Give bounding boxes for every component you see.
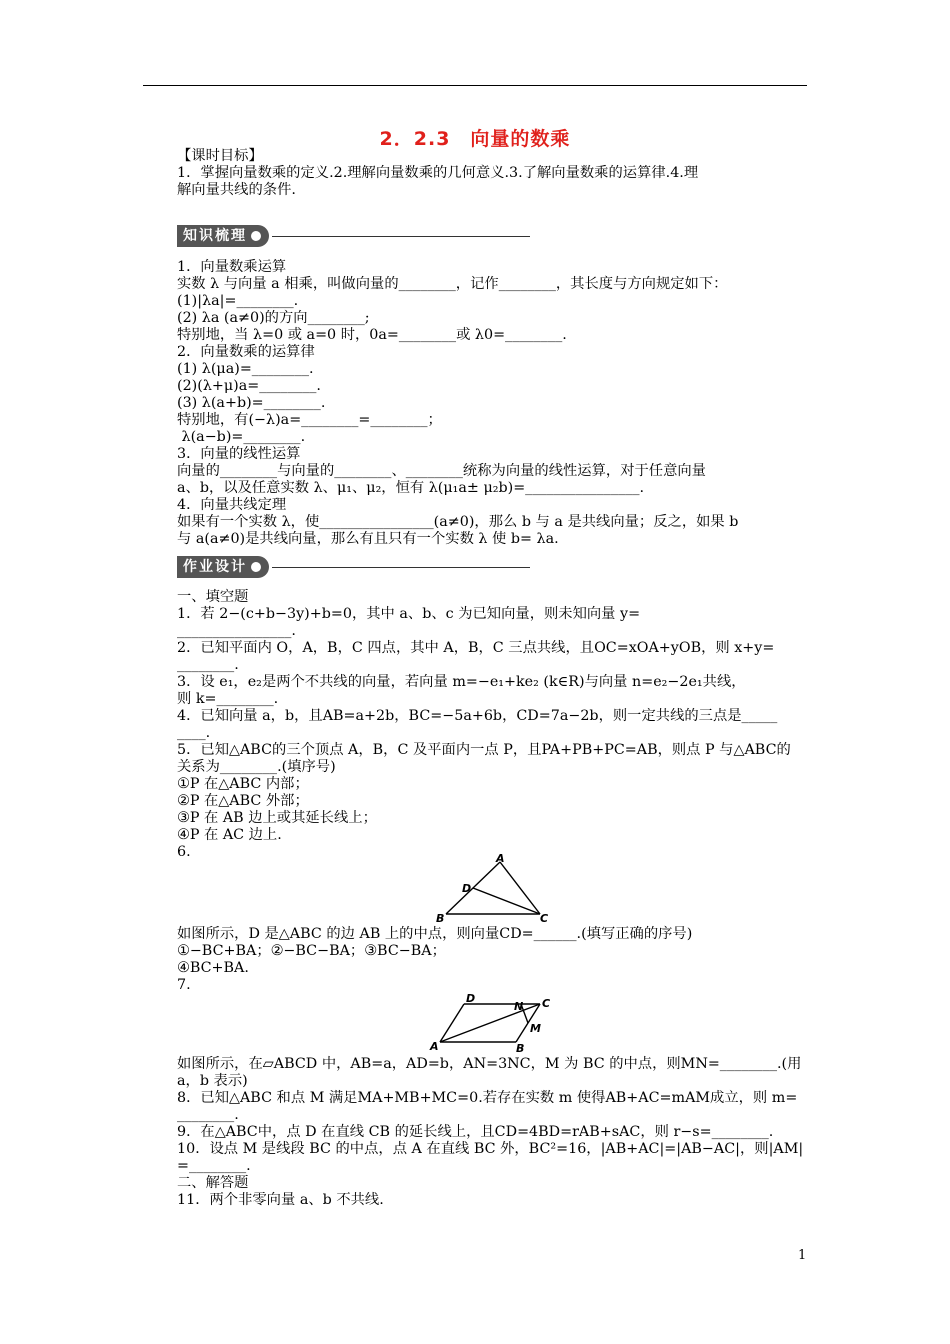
- homework-section-c: [177, 1056, 809, 1226]
- homework-line: 2．已知平面内 O，A，B，C 四点，其中 A，B，C 三点共线，且OC=xOA+yOB，则 x+y=: [177, 640, 775, 656]
- parallelogram-figure-q7: [420, 992, 560, 1052]
- fig6-label-b: B: [436, 912, 445, 925]
- fig6-label-d: D: [462, 882, 472, 895]
- homework-line: 关系为________.(填序号): [177, 759, 336, 775]
- homework-line: 4．已知向量 a，b，且AB=a+2b，BC=−5a+6b，CD=7a−2b，则一定共线的三点是_____: [177, 708, 778, 724]
- knowledge-line: 与 a(a≠0)是共线向量，那么有且只有一个实数 λ 使 b= λa.: [177, 531, 559, 547]
- homework-section-a: [177, 589, 809, 861]
- section-banner-knowledge: [177, 225, 530, 247]
- homework-section-b: [177, 926, 809, 994]
- knowledge-line: 实数 λ 与向量 a 相乘，叫做向量的________，记作________，其长度与方向规定如下：: [177, 276, 728, 292]
- knowledge-line: (1) λ(μa)=________.: [177, 361, 314, 377]
- knowledge-line: a、b，以及任意实数 λ、μ₁、μ₂，恒有 λ(μ₁a± μ₂b)=________________.: [177, 480, 645, 496]
- homework-line: [177, 1209, 809, 1226]
- homework-line: ____.: [177, 725, 211, 741]
- homework-line: 二、解答题: [177, 1175, 249, 1191]
- knowledge-line: λ(a−b)=________.: [177, 429, 306, 445]
- homework-line: ①P 在△ABC 内部；: [177, 776, 309, 792]
- fig7-label-a: A: [430, 1040, 439, 1052]
- homework-line: ①−BC+BA；②−BC−BA；③BC−BA；: [177, 943, 446, 959]
- homework-line: 8．已知△ABC 和点 M 满足MA+MB+MC=0.若存在实数 m 使得AB+AC=mAM成立，则 m=: [177, 1090, 798, 1106]
- homework-line: ________________.: [177, 623, 296, 639]
- knowledge-line: 如果有一个实数 λ，使________________(a≠0)，那么 b 与 a 是共线向量；反之，如果 b: [177, 514, 739, 530]
- homework-line: 则 k=________.: [177, 691, 279, 707]
- fig7-label-d: D: [466, 992, 476, 1005]
- objectives-section: [177, 148, 809, 199]
- homework-line: 7.: [177, 977, 191, 993]
- knowledge-line: (1)|λa|=________.: [177, 293, 299, 309]
- knowledge-line: (3) λ(a+b)=________.: [177, 395, 326, 411]
- fig7-label-m: M: [530, 1022, 541, 1035]
- page-title: 2．2.3 向量的数乘: [379, 128, 571, 150]
- homework-line: 5．已知△ABC的三个顶点 A，B，C 及平面内一点 P，且PA+PB+PC=AB，则点 P 与△ABC的: [177, 742, 791, 758]
- homework-line: 9．在△ABC中，点 D 在直线 CB 的延长线上，且CD=4BD=rAB+sAC，则 r−s=________.: [177, 1124, 774, 1140]
- knowledge-line: 4．向量共线定理: [177, 497, 287, 513]
- fig7-label-b: B: [516, 1042, 525, 1052]
- fig6-label-a: A: [496, 854, 505, 865]
- banner-label: 知识梳理: [177, 225, 269, 247]
- homework-line: 如图所示，在▱ABCD 中，AB=a，AD=b，AN=3NC，M 为 BC 的中点，则MN=________.(用: [177, 1056, 802, 1072]
- homework-line: ④BC+BA.: [177, 960, 249, 976]
- knowledge-line: (2) λa (a≠0)的方向________;: [177, 310, 370, 326]
- knowledge-line: 2．向量数乘的运算律: [177, 344, 315, 360]
- homework-line: 一、填空题: [177, 589, 249, 605]
- homework-line: 如图所示，D 是△ABC 的边 AB 上的中点，则向量CD=______.(填写正确的序号): [177, 926, 693, 942]
- header-rule: [143, 85, 807, 86]
- banner-rule: [272, 236, 530, 237]
- homework-line: 6.: [177, 844, 191, 860]
- objectives-heading: 【课时目标】: [177, 148, 263, 164]
- fig7-label-n: N: [514, 1000, 524, 1013]
- homework-line: a，b 表示): [177, 1073, 248, 1089]
- knowledge-line: (2)(λ+μ)a=________.: [177, 378, 321, 394]
- fig7-label-c: C: [542, 997, 551, 1010]
- homework-line: ④P 在 AC 边上.: [177, 827, 282, 843]
- homework-line: 1．若 2−(c+b−3y)+b=0，其中 a、b、c 为已知向量，则未知向量 y=: [177, 606, 641, 622]
- banner-dot-icon: [251, 562, 261, 572]
- knowledge-line: 向量的________与向量的________、________统称为向量的线性运算，对于任意向量: [177, 463, 706, 479]
- knowledge-line: 3．向量的线性运算: [177, 446, 301, 462]
- page-number: 1: [798, 1248, 807, 1263]
- banner-rule: [272, 567, 530, 568]
- homework-line: ②P 在△ABC 外部；: [177, 793, 309, 809]
- objectives-line-1: 1．掌握向量数乘的定义.2.理解向量数乘的几何意义.3.了解向量数乘的运算律.4.理: [177, 165, 699, 181]
- homework-line: 11．两个非零向量 a、b 不共线.: [177, 1192, 384, 1208]
- knowledge-line: 1．向量数乘运算: [177, 259, 287, 275]
- banner-label: 作业设计: [177, 556, 269, 578]
- homework-line: 10．设点 M 是线段 BC 的中点，点 A 在直线 BC 外，BC²=16，|AB+AC|=|AB−AC|，则|AM|: [177, 1141, 804, 1157]
- fig6-label-c: C: [540, 912, 549, 925]
- objectives-line-2: 解向量共线的条件.: [177, 182, 296, 198]
- homework-line: =________.: [177, 1158, 251, 1174]
- banner-dot-icon: [251, 231, 261, 241]
- section-banner-homework: [177, 556, 530, 578]
- knowledge-section: [177, 259, 809, 565]
- homework-line: ________.: [177, 1107, 239, 1123]
- homework-line: ________.: [177, 657, 239, 673]
- homework-line: 3．设 e₁，e₂是两个不共线的向量，若向量 m=−e₁+ke₂ (k∈R)与向量 n=e₂−2e₁共线，: [177, 674, 746, 690]
- knowledge-line: 特别地，当 λ=0 或 a=0 时，0a=________或 λ0=________.: [177, 327, 567, 343]
- triangle-figure-q6: [432, 854, 558, 926]
- knowledge-line: 特别地，有(−λ)a=________=________；: [177, 412, 442, 428]
- homework-line: ③P 在 AB 边上或其延长线上；: [177, 810, 377, 826]
